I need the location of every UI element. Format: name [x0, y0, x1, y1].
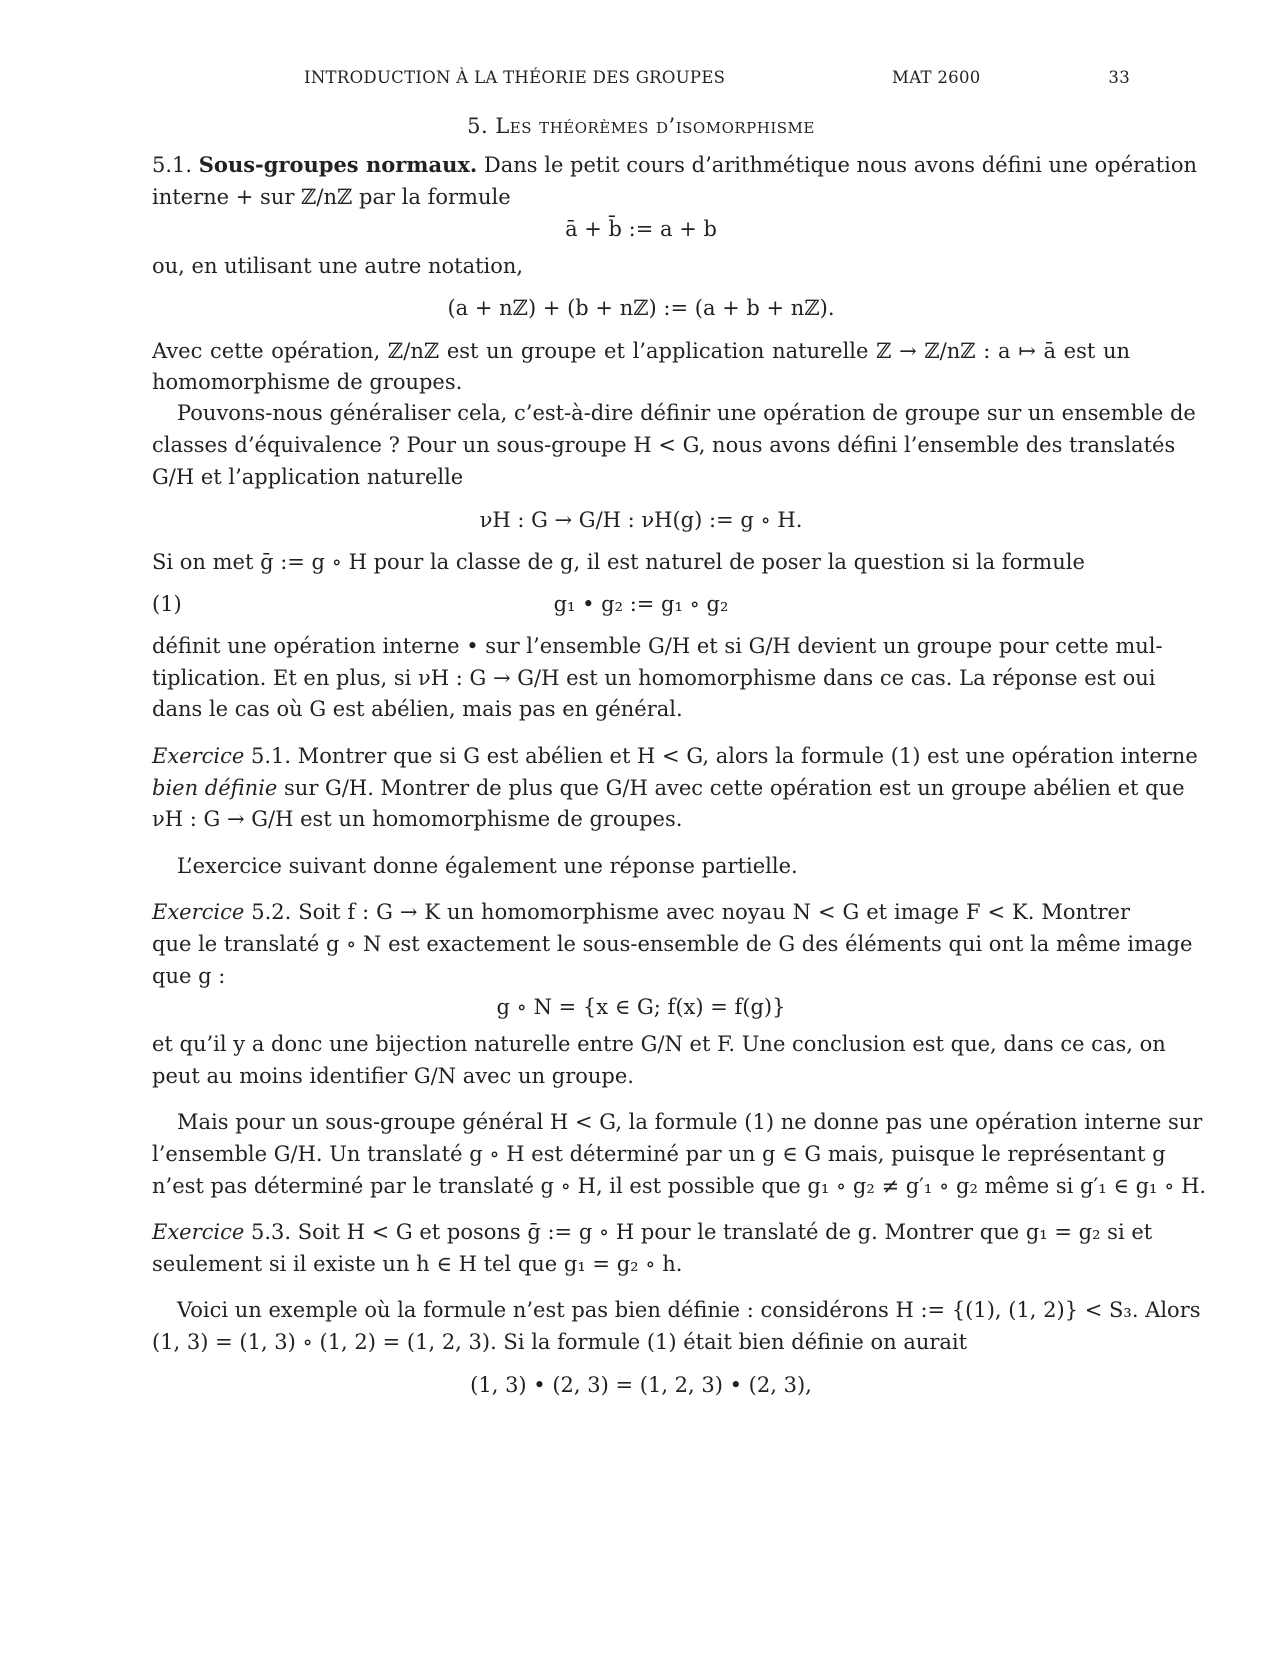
section-title: 5. Les théorèmes d’isomorphisme [467, 114, 815, 138]
paragraph-line: Voici un exemple où la formule n’est pas bien définie : considérons H := {(1), (1, 2)} < S₃. Alors [177, 1298, 1201, 1322]
exercise-line: que le translaté g ∘ N est exactement le sous-ensemble de G des éléments qui ont la même image [152, 932, 1193, 956]
exercise-line [152, 743, 1198, 769]
header-title: INTRODUCTION À LA THÉORIE DES GROUPES [304, 68, 726, 87]
paragraph-line: interne + sur ℤ/nℤ par la formule [152, 185, 511, 209]
exercise-line: νH : G → G/H est un homomorphisme de groupes. [152, 807, 683, 831]
equation: (a + nℤ) + (b + nℤ) := (a + b + nℤ). [447, 296, 835, 320]
document-page [152, 0, 1207, 1656]
paragraph-line: (1, 3) = (1, 3) ∘ (1, 2) = (1, 2, 3). Si la formule (1) était bien définie on aurait [152, 1330, 968, 1354]
exercise-label: Exercice [152, 1220, 245, 1244]
equation: g ∘ N = {x ∈ G; f(x) = f(g)} [496, 995, 786, 1019]
equation: (1, 3) • (2, 3) = (1, 2, 3) • (2, 3), [470, 1373, 812, 1397]
exercise-number: 5.2. [251, 900, 292, 924]
exercise-line [152, 1219, 1153, 1245]
paragraph-line [152, 152, 1198, 178]
text: Soit f : G → K un homomorphisme avec noyau N < G et image F < K. Montrer [298, 900, 1130, 924]
paragraph-line: Mais pour un sous-groupe général H < G, la formule (1) ne donne pas une opération interne sur [177, 1110, 1203, 1134]
paragraph-line: Si on met ḡ := g ∘ H pour la classe de g, il est naturel de poser la question si la formule [152, 550, 1085, 574]
exercise-label: Exercice [152, 900, 245, 924]
exercise-line [152, 899, 1130, 925]
paragraph-line: L’exercice suivant donne également une réponse partielle. [177, 854, 798, 878]
paragraph-line: peut au moins identifier G/N avec un groupe. [152, 1064, 634, 1088]
paragraph-line: n’est pas déterminé par le translaté g ∘ H, il est possible que g₁ ∘ g₂ ≠ g′₁ ∘ g₂ même si g′₁ ∈ g₁ ∘ H. [152, 1174, 1207, 1198]
paragraph-line: G/H et l’application naturelle [152, 465, 464, 489]
paragraph-line: l’ensemble G/H. Un translaté g ∘ H est déterminé par un g ∈ G mais, puisque le représentant g [152, 1142, 1166, 1166]
equation: νH : G → G/H : νH(g) := g ∘ H. [479, 508, 803, 532]
paragraph-line: définit une opération interne • sur l’ensemble G/H et si G/H devient un groupe pour cette mul- [152, 634, 1163, 658]
equation: ā + b̄ := a + b [565, 217, 717, 241]
paragraph-line: dans le cas où G est abélien, mais pas en général. [152, 697, 683, 721]
equation-number: (1) [152, 592, 182, 616]
exercise-line [152, 775, 1185, 801]
text: Dans le petit cours d’arithmétique nous avons défini une opération [483, 153, 1198, 177]
numbered-equation [152, 591, 1130, 617]
exercise-number: 5.1. [251, 744, 292, 768]
subsection-number: 5.1. [152, 153, 193, 177]
text: Montrer que si G est abélien et H < G, alors la formule (1) est une opération interne [297, 744, 1198, 768]
exercise-line: seulement si il existe un h ∈ H tel que g₁ = g₂ ∘ h. [152, 1252, 683, 1276]
paragraph-line: tiplication. Et en plus, si νH : G → G/H est un homomorphisme dans ce cas. La réponse est oui [152, 666, 1156, 690]
text: Soit H < G et posons ḡ := g ∘ H pour le translaté de g. Montrer que g₁ = g₂ si et [297, 1220, 1153, 1244]
paragraph-line: homomorphisme de groupes. [152, 370, 463, 394]
subsection-heading: Sous-groupes normaux. [198, 152, 478, 177]
paragraph-line: classes d’équivalence ? Pour un sous-groupe H < G, nous avons défini l’ensemble des translatés [152, 433, 1176, 457]
page-number: 33 [1108, 68, 1130, 87]
exercise-line: que g : [152, 964, 226, 988]
paragraph-line: Pouvons-nous généraliser cela, c’est-à-dire définir une opération de groupe sur un ensemble de [177, 401, 1196, 425]
text: sur G/H. Montrer de plus que G/H avec cette opération est un groupe abélien et que [284, 776, 1185, 800]
paragraph-line: et qu’il y a donc une bijection naturelle entre G/N et F. Une conclusion est que, dans ce cas, on [152, 1032, 1166, 1056]
exercise-label: Exercice [152, 744, 245, 768]
exercise-number: 5.3. [251, 1220, 292, 1244]
emphasis: bien définie [152, 776, 278, 800]
paragraph-line: ou, en utilisant une autre notation, [152, 254, 524, 278]
equation-body: g₁ • g₂ := g₁ ∘ g₂ [553, 592, 729, 616]
paragraph-line: Avec cette opération, ℤ/nℤ est un groupe et l’application naturelle ℤ → ℤ/nℤ : a ↦ ā est un [152, 339, 1130, 363]
header-course: MAT 2600 [892, 68, 981, 87]
